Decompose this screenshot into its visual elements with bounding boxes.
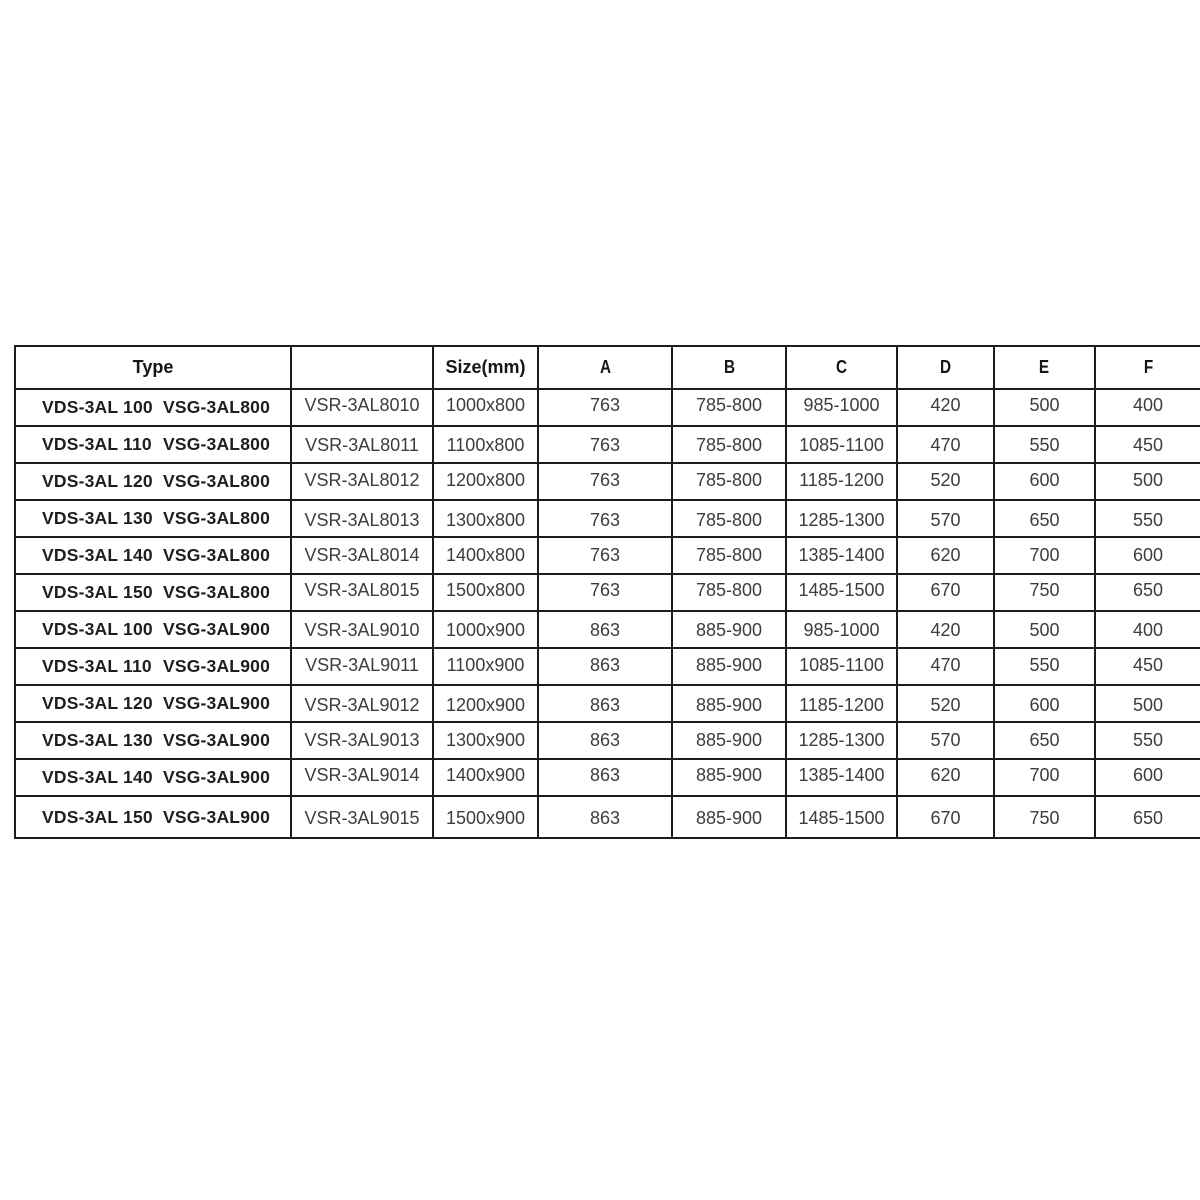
- dim-d-cell: 420: [897, 611, 994, 648]
- type-vsg-code: VSG-3AL900: [162, 693, 270, 713]
- dim-b-cell: 785-800: [672, 463, 786, 500]
- dim-c-cell: 1085-1100: [786, 648, 897, 685]
- dim-c-cell: 1485-1500: [786, 574, 897, 611]
- col-header-dim-b: [672, 346, 786, 389]
- type-vds-code: VDS-3AL 130: [42, 508, 153, 528]
- dim-f-cell: 650: [1095, 574, 1200, 611]
- type-vsg-code: VSG-3AL900: [162, 730, 270, 750]
- model-cell: VSR-3AL9013: [291, 722, 433, 759]
- dim-b-cell: 785-800: [672, 500, 786, 537]
- table-row: [15, 463, 1200, 500]
- model-cell: VSR-3AL9012: [291, 685, 433, 722]
- type-vds-code: VDS-3AL 150: [42, 582, 153, 602]
- dim-c-cell: 985-1000: [786, 389, 897, 426]
- dim-f-cell: 400: [1095, 611, 1200, 648]
- type-cell: [15, 537, 291, 574]
- type-cell: [15, 722, 291, 759]
- type-vds-code: VDS-3AL 120: [42, 471, 153, 491]
- type-vds-code: VDS-3AL 150: [42, 806, 153, 827]
- model-cell: VSR-3AL8010: [291, 389, 433, 426]
- dim-a-cell: 763: [538, 426, 672, 463]
- size-header-label: Size(mm): [445, 357, 526, 377]
- type-vsg-code: VSG-3AL900: [162, 619, 270, 639]
- dim-e-cell: 650: [994, 500, 1095, 537]
- dim-d-cell: 420: [897, 389, 994, 426]
- size-cell: 1200x800: [433, 463, 538, 500]
- spec-table-body: [15, 389, 1200, 838]
- dim-f-cell: 650: [1095, 796, 1200, 838]
- size-cell: 1000x900: [433, 611, 538, 648]
- type-cell: [15, 685, 291, 722]
- dim-d-cell: 570: [897, 500, 994, 537]
- dim-c-header-label: C: [835, 357, 848, 377]
- table-header-row: [15, 346, 1200, 389]
- size-cell: 1000x800: [433, 389, 538, 426]
- type-cell: [15, 796, 291, 838]
- type-cell: [15, 500, 291, 537]
- dim-e-header-label: E: [1039, 357, 1050, 377]
- dim-f-cell: 400: [1095, 389, 1200, 426]
- dim-d-cell: 620: [897, 537, 994, 574]
- type-vsg-code: VSG-3AL900: [162, 656, 270, 676]
- dim-e-cell: 700: [994, 537, 1095, 574]
- type-cell: [15, 389, 291, 426]
- table-row: [15, 611, 1200, 648]
- table-row: [15, 500, 1200, 537]
- dim-d-cell: 520: [897, 463, 994, 500]
- spec-table: [14, 345, 1200, 839]
- dim-c-cell: 1385-1400: [786, 759, 897, 796]
- table-row: [15, 389, 1200, 426]
- type-vds-code: VDS-3AL 130: [42, 730, 153, 750]
- dim-b-cell: 885-900: [672, 796, 786, 838]
- col-header-type: [15, 346, 291, 389]
- model-cell: VSR-3AL8013: [291, 500, 433, 537]
- dim-c-cell: 985-1000: [786, 611, 897, 648]
- dim-a-cell: 863: [538, 685, 672, 722]
- dim-f-cell: 550: [1095, 500, 1200, 537]
- dim-b-cell: 885-900: [672, 648, 786, 685]
- dim-b-cell: 885-900: [672, 722, 786, 759]
- table-row: [15, 426, 1200, 463]
- model-cell: VSR-3AL9010: [291, 611, 433, 648]
- type-vds-code: VDS-3AL 100: [42, 397, 153, 417]
- dim-b-cell: 885-900: [672, 611, 786, 648]
- type-vsg-code: VSG-3AL800: [162, 582, 270, 602]
- dim-e-cell: 700: [994, 759, 1095, 796]
- table-row: [15, 537, 1200, 574]
- dim-f-cell: 500: [1095, 685, 1200, 722]
- dim-d-cell: 520: [897, 685, 994, 722]
- size-cell: 1400x900: [433, 759, 538, 796]
- type-cell: [15, 648, 291, 685]
- dim-e-cell: 600: [994, 685, 1095, 722]
- type-cell: [15, 611, 291, 648]
- dim-a-cell: 763: [538, 463, 672, 500]
- model-cell: VSR-3AL9014: [291, 759, 433, 796]
- dim-c-cell: 1185-1200: [786, 463, 897, 500]
- dim-d-cell: 620: [897, 759, 994, 796]
- type-header-label: Type: [132, 357, 174, 377]
- model-cell: VSR-3AL8011: [291, 426, 433, 463]
- type-vds-code: VDS-3AL 140: [42, 545, 153, 565]
- size-cell: 1300x800: [433, 500, 538, 537]
- type-vsg-code: VSG-3AL800: [162, 434, 270, 454]
- type-vds-code: VDS-3AL 100: [42, 619, 153, 639]
- dim-d-cell: 670: [897, 574, 994, 611]
- col-header-dim-c: [786, 346, 897, 389]
- dim-c-cell: 1485-1500: [786, 796, 897, 838]
- table-row: [15, 796, 1200, 838]
- dim-c-cell: 1285-1300: [786, 722, 897, 759]
- dim-a-cell: 863: [538, 648, 672, 685]
- dim-a-cell: 763: [538, 500, 672, 537]
- size-cell: 1200x900: [433, 685, 538, 722]
- size-cell: 1100x800: [433, 426, 538, 463]
- dim-d-header-label: D: [939, 357, 952, 377]
- dim-d-cell: 570: [897, 722, 994, 759]
- type-vsg-code: VSG-3AL800: [162, 545, 270, 565]
- size-cell: 1300x900: [433, 722, 538, 759]
- col-header-dim-d: [897, 346, 994, 389]
- dim-f-cell: 600: [1095, 759, 1200, 796]
- type-vds-code: VDS-3AL 140: [42, 767, 153, 787]
- dim-a-cell: 763: [538, 574, 672, 611]
- size-cell: 1500x800: [433, 574, 538, 611]
- type-cell: [15, 759, 291, 796]
- table-row: [15, 685, 1200, 722]
- type-vds-code: VDS-3AL 110: [42, 434, 152, 454]
- model-cell: VSR-3AL8012: [291, 463, 433, 500]
- dim-b-cell: 785-800: [672, 389, 786, 426]
- dim-b-cell: 885-900: [672, 759, 786, 796]
- type-vsg-code: VSG-3AL800: [162, 397, 270, 417]
- dim-d-cell: 470: [897, 426, 994, 463]
- col-header-dim-e: [994, 346, 1095, 389]
- size-cell: 1100x900: [433, 648, 538, 685]
- dim-f-cell: 450: [1095, 426, 1200, 463]
- dim-f-header-label: F: [1143, 357, 1153, 377]
- dim-e-cell: 550: [994, 648, 1095, 685]
- dim-a-cell: 863: [538, 722, 672, 759]
- type-cell: [15, 574, 291, 611]
- model-cell: VSR-3AL9011: [291, 648, 433, 685]
- table-row: [15, 574, 1200, 611]
- col-header-model: [291, 346, 433, 389]
- dim-c-cell: 1385-1400: [786, 537, 897, 574]
- dim-a-cell: 863: [538, 611, 672, 648]
- dim-e-cell: 750: [994, 796, 1095, 838]
- size-cell: 1500x900: [433, 796, 538, 838]
- dim-b-cell: 785-800: [672, 426, 786, 463]
- col-header-size: [433, 346, 538, 389]
- dim-f-cell: 450: [1095, 648, 1200, 685]
- dim-c-cell: 1285-1300: [786, 500, 897, 537]
- dim-a-cell: 863: [538, 796, 672, 838]
- dim-e-cell: 500: [994, 389, 1095, 426]
- dim-c-cell: 1185-1200: [786, 685, 897, 722]
- dim-e-cell: 500: [994, 611, 1095, 648]
- col-header-dim-f: [1095, 346, 1200, 389]
- type-vsg-code: VSG-3AL800: [162, 508, 270, 528]
- dim-f-cell: 550: [1095, 722, 1200, 759]
- type-cell: [15, 426, 291, 463]
- dim-b-header-label: B: [723, 357, 735, 377]
- dim-a-cell: 763: [538, 389, 672, 426]
- type-vds-code: VDS-3AL 110: [42, 656, 152, 676]
- dim-f-cell: 500: [1095, 463, 1200, 500]
- dim-a-cell: 863: [538, 759, 672, 796]
- type-cell: [15, 463, 291, 500]
- type-vsg-code: VSG-3AL900: [162, 806, 270, 827]
- type-vds-code: VDS-3AL 120: [42, 693, 153, 713]
- spec-table-container: [14, 345, 1200, 839]
- dim-b-cell: 785-800: [672, 537, 786, 574]
- model-cell: VSR-3AL8015: [291, 574, 433, 611]
- dim-e-cell: 600: [994, 463, 1095, 500]
- dim-d-cell: 470: [897, 648, 994, 685]
- dim-a-cell: 763: [538, 537, 672, 574]
- dim-b-cell: 785-800: [672, 574, 786, 611]
- dim-e-cell: 750: [994, 574, 1095, 611]
- table-row: [15, 759, 1200, 796]
- dim-d-cell: 670: [897, 796, 994, 838]
- dim-b-cell: 885-900: [672, 685, 786, 722]
- type-vsg-code: VSG-3AL900: [162, 767, 270, 787]
- dim-c-cell: 1085-1100: [786, 426, 897, 463]
- size-cell: 1400x800: [433, 537, 538, 574]
- table-row: [15, 648, 1200, 685]
- dim-e-cell: 650: [994, 722, 1095, 759]
- model-cell: VSR-3AL9015: [291, 796, 433, 838]
- col-header-dim-a: [538, 346, 672, 389]
- table-row: [15, 722, 1200, 759]
- dim-f-cell: 600: [1095, 537, 1200, 574]
- type-vsg-code: VSG-3AL800: [162, 471, 270, 491]
- dim-a-header-label: A: [599, 357, 611, 377]
- dim-e-cell: 550: [994, 426, 1095, 463]
- model-cell: VSR-3AL8014: [291, 537, 433, 574]
